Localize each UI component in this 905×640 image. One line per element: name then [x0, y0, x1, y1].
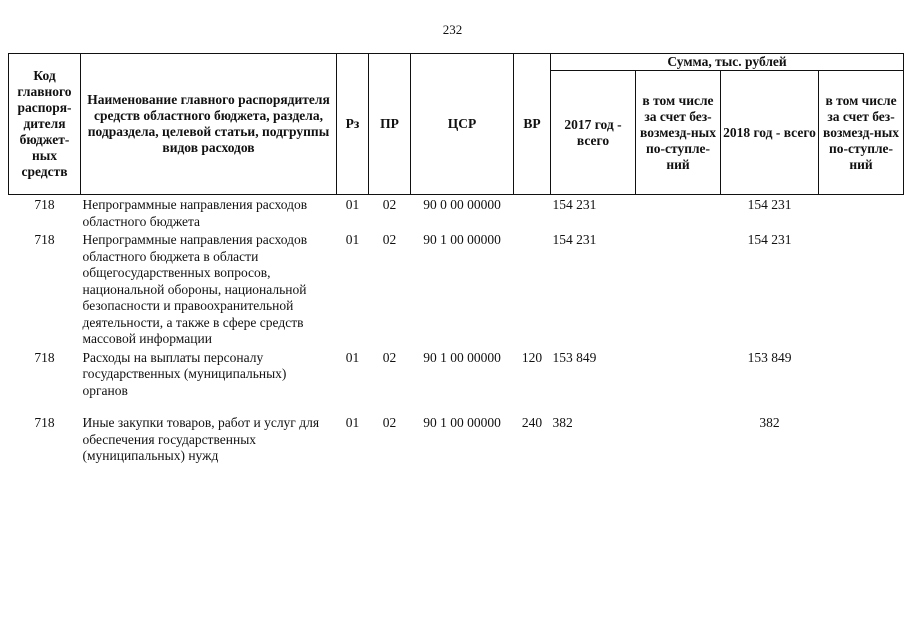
cell-2018-incl [819, 230, 904, 348]
cell-pr: 02 [382, 197, 397, 212]
header-code: Код главного распоря-дителя бюджет-ных средств [9, 54, 81, 195]
header-name: Наименование главного распорядителя средств областного бюджета, раздела, подраздела, целевой статьи, подгруппы видов расходов [81, 54, 337, 195]
cell-rz: 01 [345, 415, 360, 430]
cell-2017-incl [636, 413, 721, 465]
header-csr: ЦСР [411, 54, 514, 195]
header-2018-incl: в том числе за счет без-возмезд-ных по-ступле-ний [819, 71, 904, 195]
cell-pr: 02 [382, 349, 397, 365]
table-row [9, 413, 904, 465]
cell-2018-total: 154 231 [747, 232, 792, 247]
cell-vr: 120 [521, 349, 543, 365]
cell-vr [514, 230, 551, 348]
header-vr: ВР [514, 54, 551, 195]
cell-rz: 01 [345, 349, 360, 365]
cell-code: 718 [34, 232, 55, 247]
cell-name: Непрограммные направления расходов областного бюджета [82, 197, 308, 229]
cell-csr: 90 1 00 00000 [423, 415, 501, 430]
header-pr: ПР [369, 54, 411, 195]
cell-rz: 01 [345, 232, 360, 247]
cell-2017-total: 154 231 [552, 232, 597, 247]
cell-2018-total: 153 849 [747, 349, 792, 365]
cell-2017-incl [636, 230, 721, 348]
table-header [9, 54, 904, 195]
cell-pr: 02 [382, 415, 397, 430]
cell-name: Иные закупки товаров, работ и услуг для обеспечения государственных (муниципальных) нужд [82, 415, 320, 463]
cell-2018-total: 382 [759, 415, 780, 430]
cell-2017-incl [636, 195, 721, 231]
cell-2018-incl [819, 413, 904, 465]
table-body [9, 195, 904, 465]
cell-name: Расходы на выплаты персоналу государственных (муниципальных) органов [82, 349, 287, 398]
table-row [9, 230, 904, 348]
cell-2018-total: 154 231 [747, 197, 792, 212]
cell-vr: 240 [521, 415, 543, 430]
cell-csr: 90 0 00 00000 [423, 197, 501, 212]
cell-rz: 01 [345, 197, 360, 212]
cell-2017-incl [636, 348, 721, 414]
cell-2017-total: 153 849 [552, 349, 597, 365]
header-rz: Рз [337, 54, 369, 195]
header-2017-incl: в том числе за счет без-возмезд-ных по-ступле-ний [636, 71, 721, 195]
cell-2018-incl [819, 195, 904, 231]
table-row [9, 195, 904, 231]
budget-table [8, 53, 904, 465]
page-number: 232 [442, 22, 463, 37]
header-2017-total: 2017 год - всего [551, 71, 636, 195]
cell-csr: 90 1 00 00000 [423, 349, 501, 365]
cell-vr [514, 195, 551, 231]
cell-csr: 90 1 00 00000 [423, 232, 501, 247]
cell-2018-incl [819, 348, 904, 414]
cell-pr: 02 [382, 232, 397, 247]
cell-name: Непрограммные направления расходов областного бюджета в области общегосударственных вопросов, национальной обороны, национальной безопасности и правоохранительной деятельности, а также в сфере средств массовой информации [82, 232, 308, 346]
header-2018-total: 2018 год - всего [721, 71, 819, 195]
cell-2017-total: 382 [552, 415, 573, 430]
cell-2017-total: 154 231 [552, 197, 597, 212]
cell-code: 718 [34, 415, 55, 430]
table-row [9, 348, 904, 414]
header-sum: Сумма, тыс. рублей [551, 54, 904, 71]
cell-code: 718 [34, 349, 55, 365]
cell-code: 718 [34, 197, 55, 212]
